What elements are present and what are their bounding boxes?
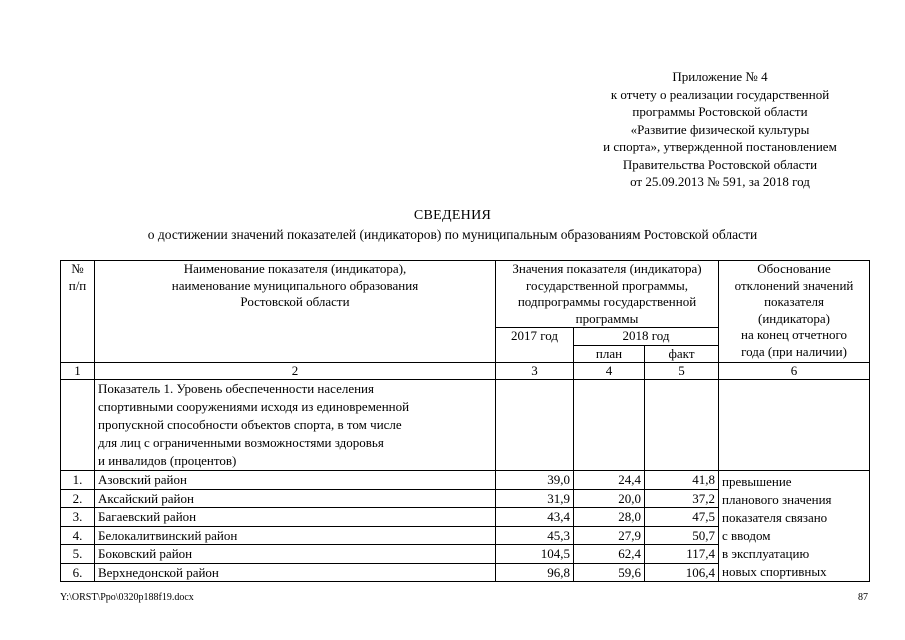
row-fact: 50,7 xyxy=(645,526,719,545)
justification-text: превышение планового значения показателя связано с вводом в эксплуатацию новых спортивных xyxy=(719,471,870,582)
row-name: Азовский район xyxy=(95,471,496,490)
column-number: 6 xyxy=(719,363,870,380)
row-name: Аксайский район xyxy=(95,489,496,508)
row-num: 5. xyxy=(61,545,95,564)
indicators-table xyxy=(60,260,870,582)
appendix-line: «Развитие физической культуры xyxy=(630,121,810,137)
column-number: 1 xyxy=(61,363,95,380)
header-values: Значения показателя (индикатора) государственной программы, подпрограммы государственной программы xyxy=(496,261,719,328)
row-2017: 39,0 xyxy=(496,471,574,490)
header-2017: 2017 год xyxy=(496,328,574,363)
row-fact: 41,8 xyxy=(645,471,719,490)
header-2018: 2018 год xyxy=(574,328,719,346)
row-num: 4. xyxy=(61,526,95,545)
row-plan: 20,0 xyxy=(574,489,645,508)
row-fact: 47,5 xyxy=(645,508,719,527)
indicator-title: Показатель 1. Уровень обеспеченности населения спортивными сооружениями исходя из единовременной пропускной способности объектов спорта, в том числе для лиц с ограниченными возможностями здоровья и инвалидов (процентов) xyxy=(95,380,496,471)
header-plan: план xyxy=(574,345,645,363)
row-fact: 106,4 xyxy=(645,563,719,582)
page-number: 87 xyxy=(858,592,868,603)
indicator-row xyxy=(61,380,870,471)
row-fact: 117,4 xyxy=(645,545,719,564)
row-plan: 24,4 xyxy=(574,471,645,490)
header-justification: Обоснование отклонений значений показателя (индикатора) на конец отчетного года (при наличии) xyxy=(719,261,870,363)
table-header-row xyxy=(61,261,870,328)
row-plan: 62,4 xyxy=(574,545,645,564)
row-2017: 104,5 xyxy=(496,545,574,564)
document-title: СВЕДЕНИЯ xyxy=(413,208,492,223)
row-2017: 96,8 xyxy=(496,563,574,582)
appendix-line: от 25.09.2013 № 591, за 2018 год xyxy=(630,174,810,189)
row-2017: 43,4 xyxy=(496,508,574,527)
document-subtitle: о достижении значений показателей (индикаторов) по муниципальным образованиям Ростовской области xyxy=(147,227,758,242)
header-fact: факт xyxy=(645,345,719,363)
file-path: Y:\ORST\Ppo\0320p188f19.docx xyxy=(60,592,194,603)
appendix-block xyxy=(560,68,880,191)
appendix-line: Приложение № 4 xyxy=(672,69,768,84)
row-plan: 27,9 xyxy=(574,526,645,545)
row-name: Боковский район xyxy=(95,545,496,564)
row-num: 6. xyxy=(61,563,95,582)
column-number: 5 xyxy=(645,363,719,380)
column-number: 3 xyxy=(496,363,574,380)
row-name: Белокалитвинский район xyxy=(95,526,496,545)
row-plan: 28,0 xyxy=(574,508,645,527)
row-num: 2. xyxy=(61,489,95,508)
appendix-line: Правительства Ростовской области xyxy=(622,156,818,172)
row-name: Багаевский район xyxy=(95,508,496,527)
row-num: 1. xyxy=(61,471,95,490)
column-number: 2 xyxy=(95,363,496,380)
row-name: Верхнедонской район xyxy=(95,563,496,582)
header-name: Наименование показателя (индикатора), наименование муниципального образования Ростовской области xyxy=(95,261,496,363)
row-num: 3. xyxy=(61,508,95,527)
appendix-line: программы Ростовской области xyxy=(632,104,808,119)
appendix-line: к отчету о реализации государственной xyxy=(610,86,830,102)
row-2017: 45,3 xyxy=(496,526,574,545)
column-numbers-row xyxy=(61,363,870,380)
row-2017: 31,9 xyxy=(496,489,574,508)
column-number: 4 xyxy=(574,363,645,380)
appendix-line: и спорта», утвержденной постановлением xyxy=(603,139,837,154)
header-num: № п/п xyxy=(61,261,95,363)
table-row xyxy=(61,471,870,490)
row-fact: 37,2 xyxy=(645,489,719,508)
row-plan: 59,6 xyxy=(574,563,645,582)
